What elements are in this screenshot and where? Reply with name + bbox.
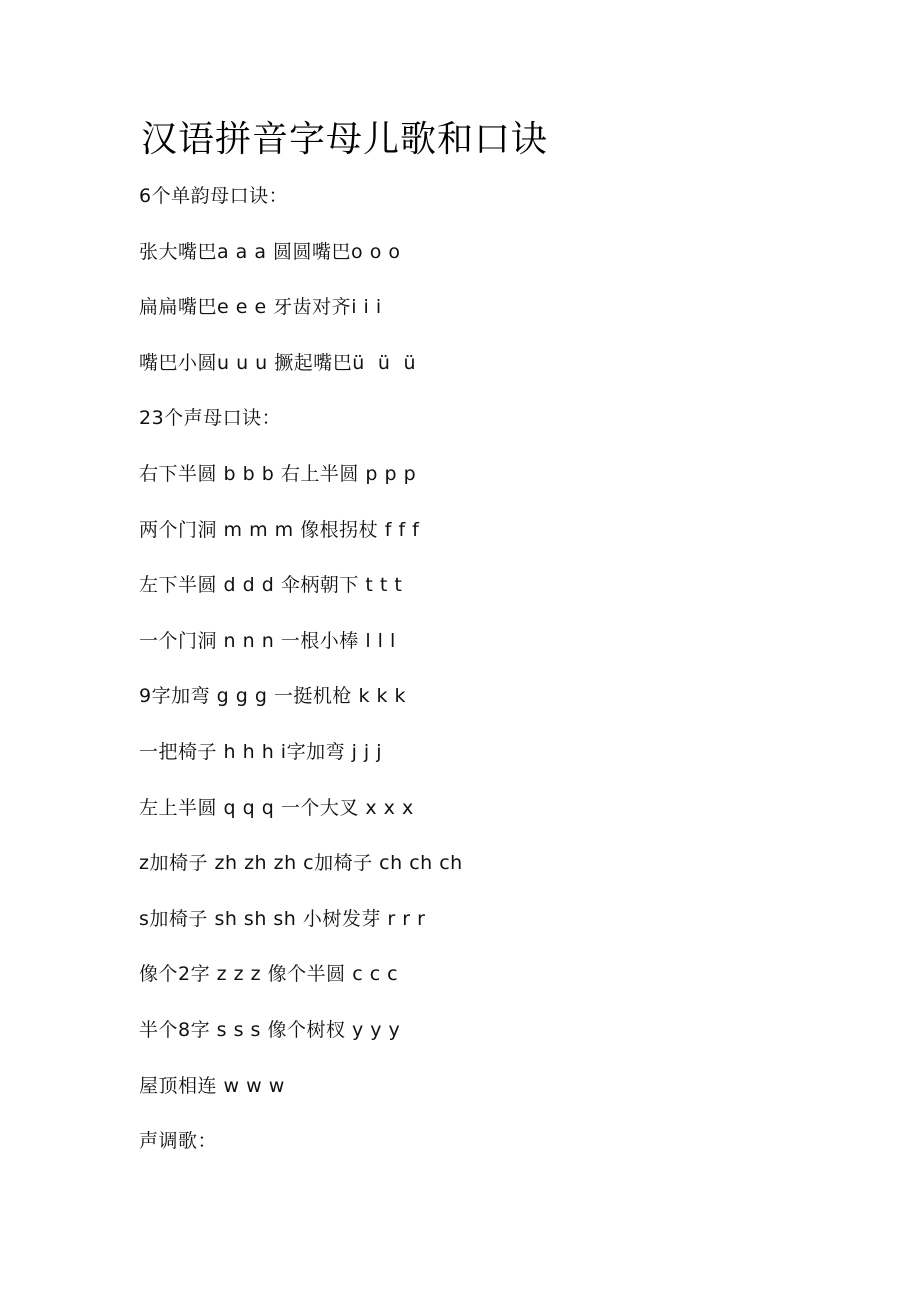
verse-line: 嘴巴小圆u u u 撅起嘴巴ü ü ü	[139, 351, 417, 374]
verse-line: 屋顶相连 w w w	[139, 1074, 285, 1097]
verse-line: 像个2字 z z z 像个半圆 c c c	[139, 963, 399, 986]
section-heading-initials: 23个声母口诀：	[139, 407, 282, 430]
verse-line: s加椅子 sh sh sh 小树发芽 r r r	[139, 907, 426, 930]
verse-line: 两个门洞 m m m 像根拐杖 f f f	[139, 518, 420, 541]
verse-line: 左上半圆 q q q 一个大叉 x x x	[139, 796, 414, 819]
section-heading-single-finals: 6个单韵母口诀：	[139, 185, 289, 207]
verse-line: 一个门洞 n n n 一根小棒 l l l	[139, 629, 396, 652]
verse-line: 一把椅子 h h h i字加弯 j j j	[139, 740, 383, 763]
verse-line: 张大嘴巴a a a 圆圆嘴巴o o o	[139, 240, 401, 263]
document-title: 汉语拼音字母儿歌和口诀	[141, 119, 549, 160]
verse-list	[139, 182, 463, 1183]
verse-line: z加椅子 zh zh zh c加椅子 ch ch ch	[139, 852, 463, 875]
verse-line: 扁扁嘴巴e e e 牙齿对齐i i i	[139, 296, 382, 319]
verse-line: 9字加弯 g g g 一挺机枪 k k k	[139, 685, 407, 708]
verse-line: 右下半圆 b b b 右上半圆 p p p	[139, 462, 417, 485]
verse-line: 半个8字 s s s 像个树杈 y y y	[139, 1018, 401, 1041]
verse-line: 左下半圆 d d d 伞柄朝下 t t t	[139, 574, 403, 597]
section-heading-tones: 声调歌：	[139, 1130, 218, 1153]
